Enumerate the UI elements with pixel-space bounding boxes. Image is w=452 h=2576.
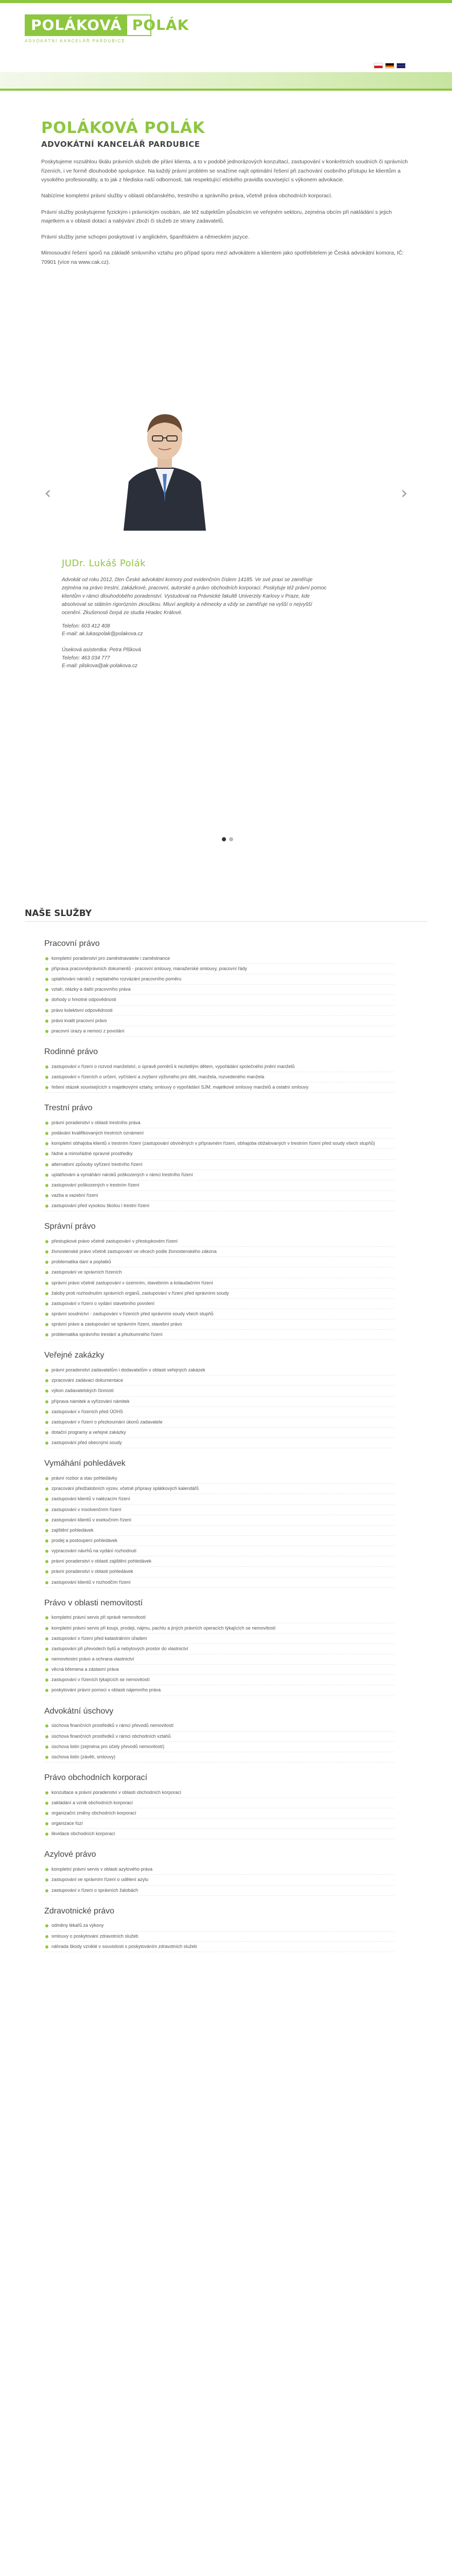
service-category-title: Azylové právo: [44, 1850, 96, 1859]
service-item: zakládání a vznik obchodních korporací: [44, 1798, 394, 1808]
slider-dot[interactable]: [222, 837, 226, 841]
service-item: právní poradenství v oblasti zajištění pohledávek: [44, 1556, 394, 1567]
service-item: zpracování předžalobních výzev, včetně přípravy splátkových kalendářů: [44, 1484, 394, 1494]
service-item: poskytování právní pomoci v oblasti nájemního práva: [44, 1685, 394, 1696]
service-category-title: Rodinné právo: [44, 1047, 98, 1056]
intro-paragraph: Nabízíme kompletní právní služby v oblasti občanského, trestního a správního práva, včetně práva obchodních korporací.: [41, 193, 333, 199]
hero-band: [0, 72, 452, 91]
service-item: podávání kvalifikovaných trestních oznámení: [44, 1128, 394, 1139]
service-item: problematika správního trestání a přezkumného řízení: [44, 1330, 394, 1340]
flag-en-icon[interactable]: [396, 63, 406, 69]
service-item: vztah, otázky a další pracovního práva: [44, 985, 394, 995]
flag-de-icon[interactable]: [385, 63, 394, 69]
slider-dot-active[interactable]: [229, 837, 233, 841]
service-item: zastupování v řízeních před ÚOHS: [44, 1407, 394, 1417]
language-switcher: [374, 63, 406, 69]
intro-paragraph: Poskytujeme rozsáhlou škálu právních služeb dle přání klienta, a to v podobě jednorázových konzultací, zastupování v konkrétních soudních či správních řízeních, i ve formě dlouhodobé spolupráce. Na každý právní problém se snažíme najít optimální řešení při zachování osobního přístupu ke klientům a vysokého profesionality, a to jak z hlediska naší odbornosti, tak respektující etického pravidla související s výkonem advokacie.: [41, 159, 408, 183]
service-item: zastupování před obecnými soudy: [44, 1438, 394, 1448]
logo-left-word: POLÁKOVÁ: [26, 15, 127, 35]
logo-right-word: POLÁK: [132, 16, 189, 33]
service-item: dotační programy a veřejné zakázky: [44, 1428, 394, 1438]
service-item: živnostenské právo včetně zastupování ve věcech podle živnostenského zákona: [44, 1247, 394, 1257]
service-item: prodej a postoupení pohledávek: [44, 1536, 394, 1546]
service-item: řešení otázek souvisejících s majetkovými vztahy, smlouvy o vypořádání SJM, majetkové smlouvy manželů a ostatní smlouvy: [44, 1082, 394, 1093]
slider-dots: [222, 837, 233, 841]
service-item: kompletní obhajoba klientů v trestním řízení (zastupování obviněných v přípravném řízení, obhajoba obžalovaných v trestním řízení před soudy všech stupňů): [44, 1139, 394, 1149]
service-item: výkon zadavatelských činností: [44, 1386, 394, 1396]
service-item: kompletní poradenství pro zaměstnavatele i zaměstnance: [44, 954, 394, 964]
intro-section: [41, 120, 411, 267]
service-item: zastupování při převodech bytů a nebytových prostor do vlastnictví: [44, 1644, 394, 1654]
service-item: právní poradenství v oblasti trestního práva: [44, 1118, 394, 1128]
service-item: úschova listin (závěti, smlouvy): [44, 1752, 394, 1762]
services-list: [44, 938, 394, 1961]
service-item: zastupování klientů v rozhodčím řízení: [44, 1578, 394, 1588]
service-item: právní rozbor a stav pohledávky: [44, 1473, 394, 1484]
service-item: přestupkové právo včetně zastupování v přestupkovém řízení: [44, 1236, 394, 1247]
service-item: kompletní právní servis při správě nemovitostí: [44, 1613, 394, 1623]
service-item: alternativní způsoby vyřízení trestního řízení: [44, 1160, 394, 1170]
service-item: úschova finančních prostředků v rámci převodů nemovitostí: [44, 1721, 394, 1731]
intro-title: POLÁKOVÁ POLÁK: [41, 119, 205, 137]
service-category-title: Právo obchodních korporací: [44, 1773, 148, 1782]
service-item: příprava námitek a vyřizování námitek: [44, 1397, 394, 1407]
service-category: [44, 1102, 394, 1211]
service-item: nemovitostní právo a ochrana vlastnictví: [44, 1654, 394, 1665]
service-category: [44, 1221, 394, 1340]
site-header: [0, 0, 452, 62]
lawyer-contact-line: Telefon: 463 034 777: [62, 655, 110, 661]
service-item: organizační změny obchodních korporací: [44, 1808, 394, 1819]
service-category-title: Pracovní právo: [44, 939, 100, 948]
service-item: zastupování v řízeních o určení, vyčíslení a zvýšení výživného pro děti, manžela, rozvedeného manžela: [44, 1072, 394, 1082]
service-item: zastupování v řízení o rozvod manželství, o úpravě poměrů k nezletilým dětem, vypořádání společného jmění manželů: [44, 1062, 394, 1072]
service-item: kompletní právní servis v oblasti azylového práva: [44, 1865, 394, 1875]
intro-paragraph: Právní služby jsme schopni poskytovat i v anglickém, španělském a německém jazyce.: [41, 234, 250, 241]
service-item: zpracování zadávací dokumentace: [44, 1376, 394, 1386]
lawyer-contact-line: Úseková asistentka: Petra Plšková: [62, 647, 141, 653]
service-category-title: Advokátní úschovy: [44, 1706, 114, 1716]
service-item: organizace fúzí: [44, 1819, 394, 1829]
service-category-title: Veřejné zakázky: [44, 1351, 105, 1360]
lawyer-contact-line: [62, 638, 329, 647]
service-item: uplatňování a vymáhání nároků poškozených v rámci trestního řízení: [44, 1170, 394, 1180]
service-category: [44, 1705, 394, 1762]
service-item: zastupování klientů v nalézacím řízení: [44, 1494, 394, 1504]
service-item: zastupování před vysokou školou i trestní řízení: [44, 1201, 394, 1211]
service-category: [44, 1597, 394, 1696]
service-item: zajištění pohledávek: [44, 1526, 394, 1536]
service-item: zastupování ve správním řízení o udělení azylu: [44, 1875, 394, 1885]
lawyer-contact-line[interactable]: E-mail: ak.lukaspolak@polakova.cz: [62, 631, 143, 637]
service-category: [44, 1772, 394, 1840]
services-section: [0, 855, 452, 1949]
service-item: vazba a vazební řízení: [44, 1191, 394, 1201]
service-category: [44, 1905, 394, 1952]
service-item: věcná břemena a zástavní práva: [44, 1665, 394, 1675]
service-item: příprava pracovněprávních dokumentů - pracovní smlouvy, manažerské smlouvy, pracovní řády: [44, 964, 394, 974]
service-item: zastupování v řízeních týkajících se nemovitostí: [44, 1675, 394, 1685]
service-item: řádné a mimořádné opravné prostředky: [44, 1149, 394, 1159]
service-category: [44, 938, 394, 1037]
lawyer-contact-line: Telefon: 603 412 408: [62, 623, 110, 629]
service-item: zastupování v řízení o správních žalobách: [44, 1886, 394, 1896]
intro-paragraph: Právní služby poskytujeme fyzickým i právnickým osobám, ale též subjektům působícím ve veřejném sektoru, zejména obcím při nakládání s jejich majetkem a v oblasti dotací a nabývání zboží či služeb ze strany zadavatelů.: [41, 209, 392, 224]
service-item: právo kvalit pracovní právo: [44, 1016, 394, 1026]
service-item: zastupování poškozených v trestním řízení: [44, 1180, 394, 1191]
service-category-title: Vymáhání pohledávek: [44, 1459, 126, 1468]
services-title: NAŠE SLUŽBY: [25, 908, 92, 919]
site-logo[interactable]: [25, 14, 189, 47]
service-item: právní poradenství v oblasti pohledávek: [44, 1567, 394, 1577]
service-category: [44, 1458, 394, 1587]
service-item: právo kolektivní odpovědnosti: [44, 1006, 394, 1016]
service-item: problematika daní a poplatků: [44, 1257, 394, 1267]
lawyer-info: [62, 556, 329, 670]
service-item: správní soudnictví - zastupování v řízeních před správními soudy všech stupňů: [44, 1309, 394, 1319]
service-item: zastupování v insolvenčním řízení: [44, 1505, 394, 1515]
lawyer-name: JUDr. Lukáš Polák: [62, 558, 146, 569]
slider-prev-button[interactable]: ‹: [44, 483, 51, 503]
service-item: zastupování v řízení o přezkoumání úkonů zadavatele: [44, 1417, 394, 1428]
service-item: zastupování ve správních řízeních: [44, 1267, 394, 1278]
service-category-title: Zdravotnické právo: [44, 1906, 115, 1916]
service-item: zastupování v řízení před katastrálním úřadem: [44, 1634, 394, 1644]
service-item: právní poradenství zadavatelům i dodavatelům v oblasti veřejných zakázek: [44, 1365, 394, 1376]
service-item: smlouvy o poskytování zdravotních služeb: [44, 1931, 394, 1942]
service-item: pracovní úrazy a nemoci z povolání: [44, 1026, 394, 1037]
lawyer-contact: [62, 622, 329, 670]
service-item: konzultace a právní poradenství v oblasti obchodních korporací: [44, 1788, 394, 1798]
service-item: uplatňování nároků z neplatného rozvázání pracovního poměru: [44, 974, 394, 985]
hero-band-line: [0, 89, 452, 91]
lawyer-portrait: [113, 392, 216, 531]
service-item: likvidace obchodních korporací: [44, 1829, 394, 1839]
service-item: náhrada škody vzniklé v souvislosti s poskytováním zdravotních služeb: [44, 1942, 394, 1952]
service-category: [44, 1849, 394, 1895]
service-category-title: Právo v oblasti nemovitostí: [44, 1598, 143, 1607]
services-divider: [25, 921, 427, 922]
service-item: kompletní právní servis při koupi, prodeji, nájmu, pachtu a jiných právních operacích týkajících se nemovitostí: [44, 1623, 394, 1634]
flag-cz-icon[interactable]: [374, 63, 383, 69]
logo-box: [25, 14, 189, 36]
lawyer-contact-line[interactable]: E-mail: pliskova@ak-polakova.cz: [62, 663, 137, 669]
service-category-title: Správní právo: [44, 1222, 96, 1231]
service-category: [44, 1046, 394, 1093]
service-item: úschova listin (zejména pro účely převodů nemovitostí): [44, 1742, 394, 1752]
service-item: žaloby proti rozhodnutím správních orgánů, zastupování v řízení před správními soudy: [44, 1289, 394, 1299]
logo-tagline: ADVOKÁTNÍ KANCELÁŘ PARDUBICE: [25, 39, 126, 43]
intro-paragraph: Mimosoudní řešení sporů na základě smluvního vztahu pro případ sporu mezi advokátem a klientem jako spotřebitelem je Česká advokátní komora, IČ: 70901 (více na www.cak.cz).: [41, 250, 404, 265]
service-item: zastupování v řízení o vydání stavebního povolení: [44, 1299, 394, 1309]
intro-subtitle: ADVOKÁTNÍ KANCELÁŘ PARDUBICE: [41, 140, 200, 149]
service-item: vypracování návrhů na vydání rozhodnutí: [44, 1546, 394, 1556]
slider-next-button[interactable]: ›: [401, 483, 408, 503]
lawyer-portrait-graphic: [113, 392, 216, 531]
lawyer-bio: Advokát od roku 2012, člen České advokátní komory pod evidenčním číslem 14185. Ve své praxi se zaměřuje zejména na právo trestní, zakázkové, pracovní, autorské a právo obchodních korporací. Poskytuje též právní pomoc klientům v rámci dlouhodobého poradenství. Vystudoval na Právnické fakultě Univerzity Karlovy v Praze, kde absolvoval se státním rigorózním zkouškou. Mluví anglicky a německy a vždy se zaměřuje na vyšší o nejvyšší ocenění. Zkušenosti čerpá ze studia Hradec Králové.: [62, 577, 327, 616]
service-item: zastupování klientů v exekučním řízení: [44, 1515, 394, 1526]
service-category-title: Trestní právo: [44, 1104, 93, 1113]
service-item: úschova finančních prostředků v rámci obchodních vztahů: [44, 1732, 394, 1742]
service-category: [44, 1349, 394, 1448]
service-item: dohody o hmotné odpovědnosti: [44, 995, 394, 1005]
header-accent-stripe: [0, 0, 452, 3]
service-item: správní právo a zastupování ve správním řízení, stavební právo: [44, 1319, 394, 1330]
service-item: správní právo včetně zastupování v územním, stavebním a kolaudačním řízení: [44, 1278, 394, 1289]
service-item: odměny lékařů za výkony: [44, 1921, 394, 1931]
team-slider: [0, 371, 452, 845]
